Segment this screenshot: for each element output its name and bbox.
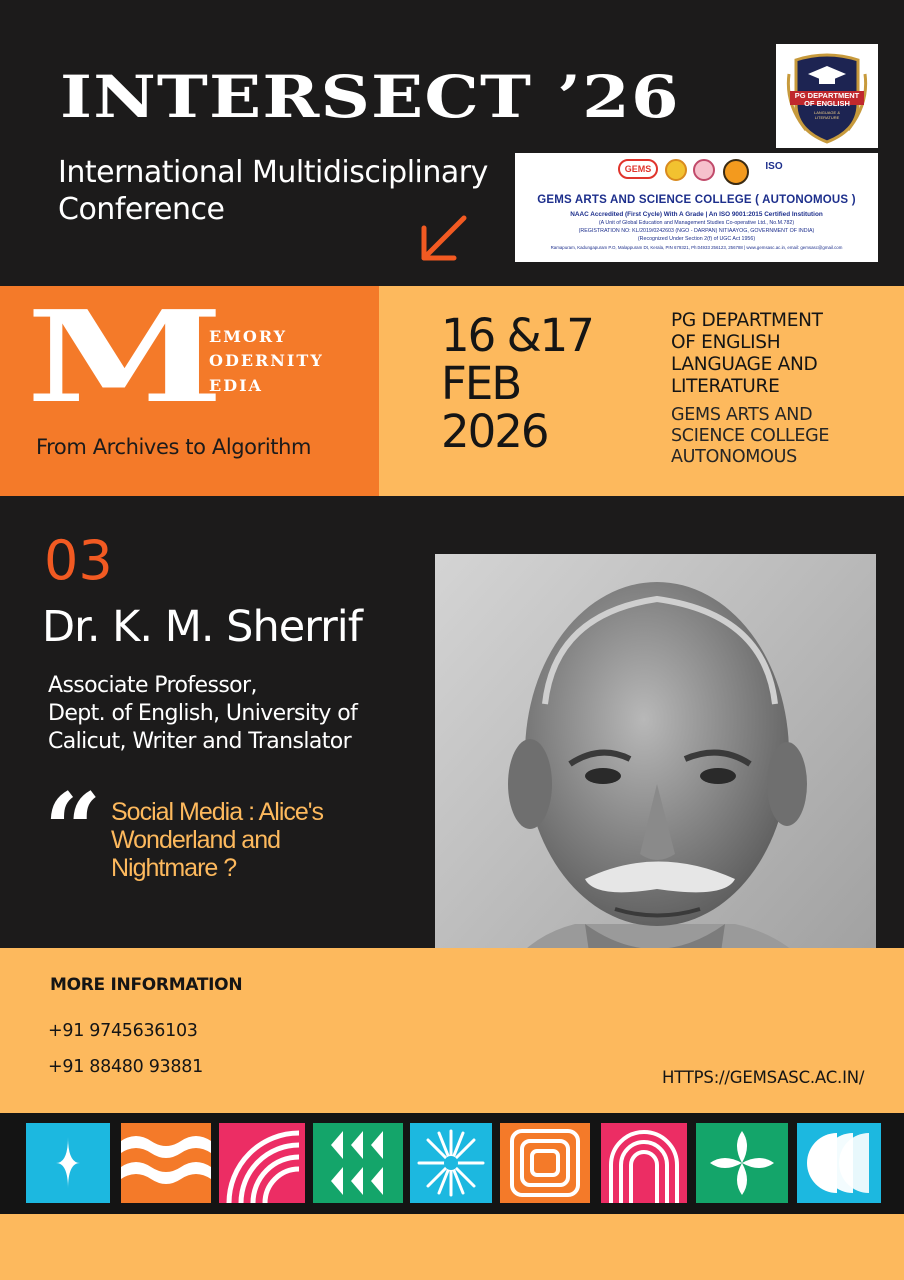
more-info-heading: MORE INFORMATION	[50, 975, 243, 995]
website-link[interactable]: HTTPS://GEMSASC.AC.IN/	[662, 1068, 865, 1087]
quote-icon: “	[44, 771, 102, 889]
topic-line: Wonderland and	[111, 826, 281, 854]
conference-title: INTERSECT ’26	[60, 63, 680, 131]
role-line: Calicut, Writer and Translator	[48, 729, 352, 754]
college-accreditation: NAAC Accredited (First Cycle) With A Grade | An ISO 9001:2015 Certified Institution	[570, 211, 823, 218]
college-address: Ramapuram, Kadungapuram P.O, Malappuram Dt, Kerala, PIN 679321, Ph:04933 256123, 256788 | www.gemsasc.ac.in, email: gemsasc@gmail.com	[550, 245, 843, 250]
theme-tagline: From Archives to Algorithm	[36, 435, 312, 459]
event-date	[441, 309, 593, 458]
college-info-line: (A Unit of Global Education and Management Studies Co-operative Ltd., No.M.782)	[598, 220, 795, 226]
speaker-role	[48, 672, 378, 756]
college-line: SCIENCE COLLEGE	[671, 426, 830, 446]
topic-line: Nightmare ?	[111, 854, 237, 882]
phone-number[interactable]: +91 88480 93881	[48, 1057, 203, 1077]
gems-badge	[618, 159, 658, 179]
dept-line: LITERATURE	[671, 376, 780, 397]
dept-logo-text: PG DEPARTMENT OF ENGLISH	[794, 91, 860, 108]
subtitle-line: Conference	[58, 192, 225, 227]
date-line: FEB	[441, 357, 521, 410]
arrow-down-left-icon	[414, 206, 474, 266]
flower-tile-icon	[696, 1123, 788, 1203]
theme-word: ODERNITY	[209, 351, 324, 370]
speaker-name: Dr. K. M. Sherrif	[42, 602, 362, 652]
a-grade-seal-icon	[723, 159, 749, 185]
dept-logo-sub: LANGUAGE & LITERATURE	[813, 110, 840, 120]
college-info-line: (REGISTRATION NO: KL/2019/0242603 (NGO - DARPAN) NITIAAYOG, GOVERNMENT OF INDIA)	[578, 228, 815, 234]
theme-word: EDIA	[209, 376, 263, 395]
phone-number[interactable]: +91 9745636103	[48, 1021, 198, 1041]
date-line: 2026	[441, 405, 548, 458]
gems-badge-label: GEMS	[624, 164, 652, 174]
talk-topic	[111, 798, 401, 882]
organizer-department	[671, 310, 881, 398]
arc-tile-icon	[219, 1123, 305, 1203]
dept-line: PG DEPARTMENT	[671, 310, 823, 331]
sparkle-tile-icon	[26, 1123, 110, 1203]
speaker-number: 03	[44, 529, 113, 592]
college-name: GEMS ARTS AND SCIENCE COLLEGE ( AUTONOMOUS )	[537, 194, 856, 206]
subtitle-line: International Multidisciplinary	[58, 155, 488, 190]
half-circle-tile-icon	[797, 1123, 881, 1203]
triangle-tile-icon	[313, 1123, 403, 1203]
burst-tile-icon	[410, 1123, 492, 1203]
theme-letter: M	[26, 283, 225, 431]
dept-line: OF ENGLISH	[671, 332, 781, 353]
role-line: Dept. of English, University of	[48, 701, 358, 726]
college-info-line: (Recognized Under Section 2(f) of UGC Act 1956)	[637, 236, 756, 242]
college-line: GEMS ARTS AND	[671, 405, 813, 425]
dept-line: LANGUAGE AND	[671, 354, 818, 375]
college-line: AUTONOMOUS	[671, 447, 797, 467]
college-logo	[515, 153, 878, 262]
organizer-college	[671, 405, 881, 468]
theme-word: EMORY	[209, 327, 288, 346]
decorative-pattern-strip	[0, 1113, 904, 1214]
date-line: 16 &17	[441, 309, 593, 362]
emblem-seal-icon	[693, 159, 715, 181]
naac-seal-icon	[665, 159, 687, 181]
square-tile-icon	[500, 1123, 590, 1203]
role-line: Associate Professor,	[48, 673, 257, 698]
footer-band	[0, 1214, 904, 1280]
wave-tile-icon	[121, 1123, 211, 1203]
dept-logo	[776, 44, 878, 148]
arch-tile-icon	[601, 1123, 687, 1203]
topic-line: Social Media : Alice's	[111, 798, 324, 826]
iso-badge: ISO	[765, 161, 783, 172]
